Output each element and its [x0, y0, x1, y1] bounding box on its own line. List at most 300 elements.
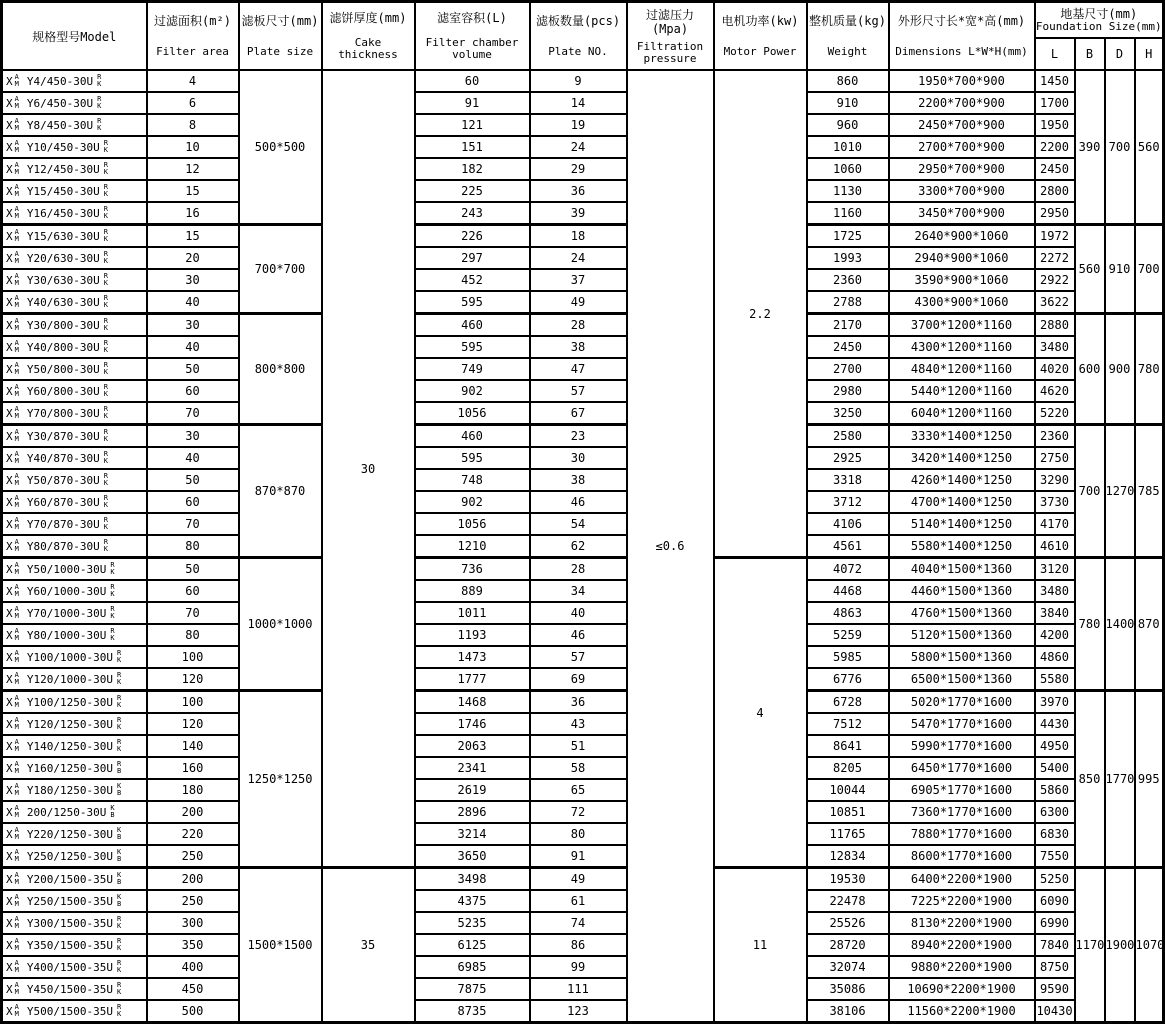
- table-row: [2, 978, 1164, 1000]
- weight-cell: 8641: [807, 735, 889, 757]
- model-suffix-stack: K B: [110, 804, 115, 819]
- motor-power-en: Motor Power: [723, 45, 797, 58]
- model-prefix: X: [6, 451, 13, 465]
- model-name: Y450/1500-35U: [26, 982, 113, 996]
- model-prefix: X: [6, 429, 13, 443]
- col-header-dimensions: [889, 2, 1035, 71]
- model-prefix: X: [6, 894, 13, 908]
- table-row: [2, 291, 1164, 314]
- model-variant-stack: A M: [14, 937, 19, 952]
- model-prefix: X: [6, 362, 13, 376]
- model-variant-stack: A M: [14, 760, 19, 775]
- pressure-en: Filtration pressure: [636, 39, 704, 65]
- weight-cell: 3250: [807, 402, 889, 425]
- filter-area-cell: 500: [147, 1000, 239, 1023]
- table-row: [2, 136, 1164, 158]
- model-cell: [2, 934, 147, 956]
- model-cell: [2, 978, 147, 1000]
- chamber-volume-cell: 902: [415, 491, 530, 513]
- model-name: Y40/630-30U: [26, 295, 100, 309]
- motor-power-zh: 电机功率(kw): [721, 14, 799, 28]
- weight-cell: 5259: [807, 624, 889, 646]
- model-prefix: X: [6, 562, 13, 576]
- model-variant-stack: A M: [14, 959, 19, 974]
- filter-area-cell: 12: [147, 158, 239, 180]
- model-cell: [2, 314, 147, 337]
- dimensions-cell: 2940*900*1060: [889, 247, 1035, 269]
- col-header-model-label: 规格型号Model: [32, 29, 117, 44]
- model-suffix-stack: R K: [103, 205, 108, 220]
- table-row: [2, 469, 1164, 491]
- table-row: [2, 535, 1164, 558]
- model-suffix-stack: K B: [116, 826, 122, 841]
- chamber-volume-cell: 1193: [415, 624, 530, 646]
- pressure-zh: 过滤压力(Mpa): [645, 7, 694, 36]
- model-variant-stack: A M: [14, 228, 19, 243]
- plate-no-cell: 40: [530, 602, 627, 624]
- cake-thickness-en: Cake thickness: [338, 36, 398, 61]
- model-variant-stack: A M: [14, 605, 19, 620]
- model-name: Y80/870-30U: [26, 539, 100, 553]
- model-prefix: X: [6, 140, 13, 154]
- col-header-cake-thickness: [322, 2, 415, 71]
- dimensions-cell: 10690*2200*1900: [889, 978, 1035, 1000]
- filter-area-cell: 15: [147, 180, 239, 202]
- model-prefix: X: [6, 517, 13, 531]
- weight-cell: 8205: [807, 757, 889, 779]
- plate-no-zh: 滤板数量(pcs): [535, 14, 621, 28]
- foundation-l-cell: 2800: [1035, 180, 1075, 202]
- table-row: [2, 225, 1164, 248]
- dimensions-cell: 3330*1400*1250: [889, 425, 1035, 448]
- chamber-volume-cell: 182: [415, 158, 530, 180]
- table-row: [2, 92, 1164, 114]
- dimensions-cell: 3590*900*1060: [889, 269, 1035, 291]
- filter-area-zh: 过滤面积(m²): [154, 14, 231, 28]
- col-header-plate-size: [239, 2, 322, 71]
- chamber-volume-cell: 6985: [415, 956, 530, 978]
- model-cell: [2, 558, 147, 581]
- dimensions-cell: 6040*1200*1160: [889, 402, 1035, 425]
- dimensions-cell: 6400*2200*1900: [889, 868, 1035, 891]
- chamber-volume-en: Filter chamber volume: [425, 36, 519, 61]
- plate-no-cell: 80: [530, 823, 627, 845]
- table-row: [2, 358, 1164, 380]
- plate-no-cell: 28: [530, 314, 627, 337]
- table-row: [2, 1000, 1164, 1023]
- dimensions-cell: 2640*900*1060: [889, 225, 1035, 248]
- dimensions-cell: 4300*1200*1160: [889, 336, 1035, 358]
- motor-power-cell: 11: [714, 868, 807, 1023]
- foundation-l-cell: 1450: [1035, 70, 1075, 92]
- foundation-l-cell: 7840: [1035, 934, 1075, 956]
- foundation-l-cell: 2922: [1035, 269, 1075, 291]
- model-name: Y70/800-30U: [26, 406, 100, 420]
- filter-area-cell: 16: [147, 202, 239, 225]
- model-variant-stack: A M: [14, 782, 19, 797]
- dimensions-cell: 4040*1500*1360: [889, 558, 1035, 581]
- model-cell: [2, 668, 147, 691]
- model-name: Y120/1000-30U: [26, 672, 113, 686]
- filter-area-cell: 50: [147, 358, 239, 380]
- foundation-b-cell: 390: [1075, 70, 1105, 225]
- foundation-l-cell: 3622: [1035, 291, 1075, 314]
- filter-area-cell: 60: [147, 491, 239, 513]
- table-row: [2, 912, 1164, 934]
- foundation-d-cell: 1900: [1105, 868, 1135, 1023]
- model-prefix: X: [6, 783, 13, 797]
- weight-cell: 910: [807, 92, 889, 114]
- chamber-volume-cell: 595: [415, 336, 530, 358]
- model-cell: [2, 491, 147, 513]
- model-variant-stack: A M: [14, 494, 19, 509]
- foundation-l-cell: 1700: [1035, 92, 1075, 114]
- plate-no-cell: 69: [530, 668, 627, 691]
- plate-no-cell: 36: [530, 180, 627, 202]
- foundation-h-cell: 995: [1135, 691, 1164, 868]
- plate-no-cell: 24: [530, 247, 627, 269]
- chamber-volume-cell: 748: [415, 469, 530, 491]
- model-cell: [2, 202, 147, 225]
- model-name: Y50/800-30U: [26, 362, 100, 376]
- model-suffix-stack: R K: [116, 915, 122, 930]
- weight-cell: 4863: [807, 602, 889, 624]
- model-name: 200/1250-30U: [26, 805, 107, 819]
- model-cell: [2, 757, 147, 779]
- plate-no-cell: 86: [530, 934, 627, 956]
- dimensions-cell: 2200*700*900: [889, 92, 1035, 114]
- col-header-foundation: [1035, 2, 1164, 38]
- model-suffix-stack: R K: [116, 649, 122, 664]
- model-suffix-stack: R B: [116, 760, 122, 775]
- plate-no-cell: 19: [530, 114, 627, 136]
- chamber-volume-cell: 8735: [415, 1000, 530, 1023]
- model-cell: [2, 92, 147, 114]
- chamber-volume-cell: 5235: [415, 912, 530, 934]
- model-name: Y15/630-30U: [26, 229, 100, 243]
- model-suffix-stack: R K: [103, 428, 108, 443]
- chamber-volume-cell: 91: [415, 92, 530, 114]
- weight-cell: 6776: [807, 668, 889, 691]
- model-name: Y160/1250-30U: [26, 761, 113, 775]
- plate-no-cell: 49: [530, 291, 627, 314]
- foundation-l-cell: 3290: [1035, 469, 1075, 491]
- weight-cell: 1060: [807, 158, 889, 180]
- model-suffix-stack: R K: [103, 361, 108, 376]
- filter-area-cell: 50: [147, 469, 239, 491]
- dimensions-cell: 1950*700*900: [889, 70, 1035, 92]
- model-variant-stack: A M: [14, 649, 19, 664]
- filter-area-cell: 30: [147, 314, 239, 337]
- foundation-h-cell: 780: [1135, 314, 1164, 425]
- foundation-h-cell: 560: [1135, 70, 1164, 225]
- table-row: [2, 956, 1164, 978]
- plate-no-cell: 74: [530, 912, 627, 934]
- model-cell: [2, 735, 147, 757]
- table-row: [2, 668, 1164, 691]
- model-suffix-stack: R K: [103, 161, 108, 176]
- plate-size-cell: 1250*1250: [239, 691, 322, 868]
- plate-no-cell: 29: [530, 158, 627, 180]
- model-name: Y140/1250-30U: [26, 739, 113, 753]
- model-variant-stack: A M: [14, 450, 19, 465]
- plate-size-cell: 800*800: [239, 314, 322, 425]
- model-variant-stack: A M: [14, 317, 19, 332]
- model-prefix: X: [6, 938, 13, 952]
- table-row: [2, 70, 1164, 92]
- model-cell: [2, 779, 147, 801]
- model-suffix-stack: R K: [103, 405, 108, 420]
- dimensions-cell: 4300*900*1060: [889, 291, 1035, 314]
- model-suffix-stack: R K: [116, 1003, 122, 1018]
- table-row: [2, 447, 1164, 469]
- table-row: [2, 558, 1164, 581]
- weight-cell: 2450: [807, 336, 889, 358]
- model-prefix: X: [6, 739, 13, 753]
- table-row: [2, 158, 1164, 180]
- model-suffix-stack: R K: [116, 937, 122, 952]
- model-suffix-stack: R K: [116, 981, 122, 996]
- filter-area-cell: 220: [147, 823, 239, 845]
- chamber-volume-cell: 902: [415, 380, 530, 402]
- dimensions-cell: 3300*700*900: [889, 180, 1035, 202]
- model-name: Y15/450-30U: [26, 184, 100, 198]
- plate-no-cell: 38: [530, 469, 627, 491]
- plate-no-cell: 47: [530, 358, 627, 380]
- weight-cell: 4561: [807, 535, 889, 558]
- model-suffix-stack: R K: [103, 272, 108, 287]
- model-variant-stack: A M: [14, 738, 19, 753]
- model-suffix-stack: R K: [116, 738, 122, 753]
- model-variant-stack: A M: [14, 383, 19, 398]
- filter-area-cell: 50: [147, 558, 239, 581]
- model-cell: [2, 845, 147, 868]
- col-header-chamber-volume: [415, 2, 530, 71]
- plate-no-cell: 57: [530, 380, 627, 402]
- model-variant-stack: A M: [14, 583, 19, 598]
- foundation-l-cell: 4200: [1035, 624, 1075, 646]
- model-prefix: X: [6, 295, 13, 309]
- filter-area-cell: 40: [147, 291, 239, 314]
- model-suffix-stack: R K: [110, 627, 115, 642]
- weight-cell: 860: [807, 70, 889, 92]
- model-variant-stack: A M: [14, 561, 19, 576]
- model-cell: [2, 912, 147, 934]
- model-name: Y50/870-30U: [26, 473, 100, 487]
- foundation-l-cell: 4950: [1035, 735, 1075, 757]
- table-row: [2, 890, 1164, 912]
- table-row: [2, 314, 1164, 337]
- model-cell: [2, 868, 147, 891]
- model-suffix-stack: R K: [103, 228, 108, 243]
- table-row: [2, 336, 1164, 358]
- foundation-l-cell: 7550: [1035, 845, 1075, 868]
- model-cell: [2, 358, 147, 380]
- table-row: [2, 801, 1164, 823]
- weight-cell: 2980: [807, 380, 889, 402]
- model-cell: [2, 890, 147, 912]
- plate-no-cell: 51: [530, 735, 627, 757]
- model-prefix: X: [6, 74, 13, 88]
- model-variant-stack: A M: [14, 893, 19, 908]
- model-variant-stack: A M: [14, 361, 19, 376]
- model-cell: [2, 336, 147, 358]
- plate-size-zh: 滤板尺寸(mm): [241, 14, 319, 28]
- model-prefix: X: [6, 473, 13, 487]
- model-suffix-stack: R K: [103, 183, 108, 198]
- model-variant-stack: A M: [14, 272, 19, 287]
- dimensions-cell: 5440*1200*1160: [889, 380, 1035, 402]
- model-suffix-stack: K B: [116, 782, 122, 797]
- table-row: [2, 713, 1164, 735]
- model-name: Y16/450-30U: [26, 206, 100, 220]
- chamber-volume-cell: 3650: [415, 845, 530, 868]
- model-name: Y70/1000-30U: [26, 606, 107, 620]
- col-header-foundation-b: B: [1075, 38, 1105, 70]
- chamber-volume-cell: 225: [415, 180, 530, 202]
- dimensions-cell: 5020*1770*1600: [889, 691, 1035, 714]
- model-variant-stack: A M: [14, 73, 19, 88]
- filter-area-cell: 400: [147, 956, 239, 978]
- weight-cell: 960: [807, 114, 889, 136]
- model-suffix-stack: R K: [103, 250, 108, 265]
- plate-size-cell: 870*870: [239, 425, 322, 558]
- plate-no-cell: 18: [530, 225, 627, 248]
- weight-cell: 38106: [807, 1000, 889, 1023]
- model-prefix: X: [6, 251, 13, 265]
- model-prefix: X: [6, 960, 13, 974]
- filter-area-cell: 15: [147, 225, 239, 248]
- model-prefix: X: [6, 495, 13, 509]
- model-suffix-stack: R K: [103, 472, 108, 487]
- model-suffix-stack: R K: [103, 383, 108, 398]
- model-name: Y100/1000-30U: [26, 650, 113, 664]
- model-cell: [2, 602, 147, 624]
- model-prefix: X: [6, 206, 13, 220]
- dimensions-cell: 5990*1770*1600: [889, 735, 1035, 757]
- model-variant-stack: A M: [14, 117, 19, 132]
- weight-cell: 1010: [807, 136, 889, 158]
- model-cell: [2, 70, 147, 92]
- model-prefix: X: [6, 717, 13, 731]
- spec-table-body: [2, 70, 1164, 1023]
- model-name: Y200/1500-35U: [26, 872, 113, 886]
- model-prefix: X: [6, 1004, 13, 1018]
- filter-area-cell: 60: [147, 580, 239, 602]
- plate-no-cell: 28: [530, 558, 627, 581]
- chamber-volume-cell: 1210: [415, 535, 530, 558]
- weight-cell: 28720: [807, 934, 889, 956]
- model-cell: [2, 580, 147, 602]
- foundation-l-cell: 3840: [1035, 602, 1075, 624]
- foundation-l-cell: 5580: [1035, 668, 1075, 691]
- model-name: Y60/800-30U: [26, 384, 100, 398]
- weight-cell: 10851: [807, 801, 889, 823]
- filter-area-cell: 80: [147, 535, 239, 558]
- model-variant-stack: A M: [14, 826, 19, 841]
- filter-area-cell: 6: [147, 92, 239, 114]
- model-cell: [2, 402, 147, 425]
- model-suffix-stack: K B: [116, 871, 122, 886]
- table-row: [2, 691, 1164, 714]
- foundation-b-cell: 1170: [1075, 868, 1105, 1023]
- filter-area-cell: 120: [147, 668, 239, 691]
- model-cell: [2, 225, 147, 248]
- foundation-l-cell: 10430: [1035, 1000, 1075, 1023]
- weight-cell: 22478: [807, 890, 889, 912]
- chamber-volume-cell: 121: [415, 114, 530, 136]
- filter-area-cell: 8: [147, 114, 239, 136]
- foundation-l-cell: 6090: [1035, 890, 1075, 912]
- foundation-l-cell: 2950: [1035, 202, 1075, 225]
- dimensions-cell: 4260*1400*1250: [889, 469, 1035, 491]
- foundation-l-cell: 2880: [1035, 314, 1075, 337]
- plate-no-cell: 39: [530, 202, 627, 225]
- dimensions-cell: 7880*1770*1600: [889, 823, 1035, 845]
- col-header-plate-no: [530, 2, 627, 71]
- dimensions-cell: 4460*1500*1360: [889, 580, 1035, 602]
- model-name: Y10/450-30U: [26, 140, 100, 154]
- plate-no-en: Plate NO.: [548, 45, 608, 58]
- chamber-volume-cell: 2341: [415, 757, 530, 779]
- chamber-volume-cell: 595: [415, 291, 530, 314]
- dimensions-zh: 外形尺寸长*宽*高(mm): [897, 14, 1026, 28]
- model-name: Y300/1500-35U: [26, 916, 113, 930]
- model-prefix: X: [6, 340, 13, 354]
- model-name: Y220/1250-30U: [26, 827, 113, 841]
- foundation-d-cell: 1400: [1105, 558, 1135, 691]
- filter-area-cell: 10: [147, 136, 239, 158]
- table-row: [2, 823, 1164, 845]
- model-prefix: X: [6, 761, 13, 775]
- model-suffix-stack: R K: [103, 538, 108, 553]
- chamber-volume-cell: 3214: [415, 823, 530, 845]
- dimensions-cell: 5800*1500*1360: [889, 646, 1035, 668]
- dimensions-cell: 6905*1770*1600: [889, 779, 1035, 801]
- model-prefix: X: [6, 318, 13, 332]
- plate-no-cell: 72: [530, 801, 627, 823]
- model-variant-stack: A M: [14, 339, 19, 354]
- model-suffix-stack: R K: [103, 317, 108, 332]
- model-suffix-stack: R K: [97, 73, 102, 88]
- filter-area-cell: 70: [147, 513, 239, 535]
- weight-cell: 3318: [807, 469, 889, 491]
- model-name: Y500/1500-35U: [26, 1004, 113, 1018]
- table-row: [2, 602, 1164, 624]
- foundation-l-cell: 3970: [1035, 691, 1075, 714]
- foundation-l-cell: 6300: [1035, 801, 1075, 823]
- model-variant-stack: A M: [14, 294, 19, 309]
- foundation-d-cell: 900: [1105, 314, 1135, 425]
- filter-area-cell: 80: [147, 624, 239, 646]
- table-row: [2, 269, 1164, 291]
- table-row: [2, 779, 1164, 801]
- model-cell: [2, 136, 147, 158]
- foundation-l-cell: 5250: [1035, 868, 1075, 891]
- model-variant-stack: A M: [14, 671, 19, 686]
- chamber-volume-cell: 460: [415, 314, 530, 337]
- foundation-l-cell: 5220: [1035, 402, 1075, 425]
- chamber-volume-cell: 1746: [415, 713, 530, 735]
- chamber-volume-cell: 460: [415, 425, 530, 448]
- plate-no-cell: 61: [530, 890, 627, 912]
- model-cell: [2, 425, 147, 448]
- model-variant-stack: A M: [14, 694, 19, 709]
- chamber-volume-cell: 736: [415, 558, 530, 581]
- plate-no-cell: 67: [530, 402, 627, 425]
- foundation-l-cell: 9590: [1035, 978, 1075, 1000]
- foundation-l-cell: 6990: [1035, 912, 1075, 934]
